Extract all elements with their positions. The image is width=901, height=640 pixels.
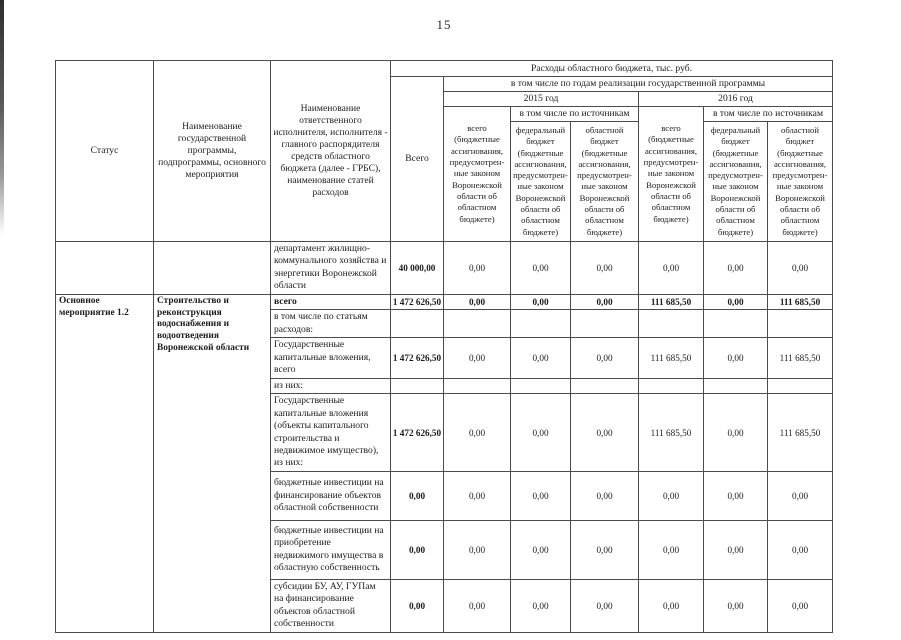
item-cell: всего [271, 294, 391, 309]
value-cell: 0,00 [768, 241, 833, 294]
value-cell: 111 685,50 [768, 294, 833, 309]
status-cell: Основное мероприятие 1.2 [56, 294, 154, 632]
value-cell: 0,00 [511, 520, 571, 579]
col-header-2015-total-detail: всего (бюджетные ассигнования, предусмотрен-ные законом Воронежской области об областном бюджете) [444, 106, 511, 241]
value-cell: 0,00 [571, 338, 639, 378]
value-cell: 40 000,00 [391, 241, 444, 294]
value-cell: 0,00 [511, 471, 571, 520]
value-cell: 0,00 [391, 579, 444, 632]
table-row [56, 294, 833, 309]
value-cell [444, 310, 511, 338]
program-cell: Строительство и реконструкция водоснабжения и водоотведения Воронежской области [154, 294, 271, 632]
value-cell: 0,00 [571, 471, 639, 520]
item-cell: Государственные капитальные вложения, всего [271, 338, 391, 378]
value-cell: 0,00 [639, 471, 704, 520]
col-header-2015-regional: областной бюджет (бюджетные ассигнования, предусмотрен-ные законом Воронежской области об областном бюджете) [571, 121, 639, 241]
col-header-2016-federal: федеральный бюджет (бюджетные ассигнования, предусмотрен-ные законом Воронежской области об областном бюджете) [704, 121, 768, 241]
value-cell: 0,00 [444, 520, 511, 579]
item-cell: субсидии БУ, АУ, ГУПам на финансирование объектов областной собственности [271, 579, 391, 632]
value-cell [391, 378, 444, 393]
value-cell: 0,00 [704, 579, 768, 632]
item-cell: из них: [271, 378, 391, 393]
col-header-year-2016: 2016 год [639, 92, 833, 107]
value-cell [511, 378, 571, 393]
value-cell: 0,00 [704, 471, 768, 520]
value-cell: 0,00 [391, 520, 444, 579]
col-header-year-2015: 2015 год [444, 92, 639, 107]
value-cell: 0,00 [768, 579, 833, 632]
value-cell [704, 378, 768, 393]
value-cell [768, 310, 833, 338]
item-cell: бюджетные инвестиции на финансирование объектов областной собственности [271, 471, 391, 520]
value-cell [768, 378, 833, 393]
value-cell: 0,00 [444, 394, 511, 472]
value-cell: 0,00 [391, 471, 444, 520]
value-cell: 0,00 [444, 579, 511, 632]
value-cell: 111 685,50 [639, 394, 704, 472]
col-header-2015-by-sources: в том числе по источникам [511, 106, 639, 121]
value-cell [511, 310, 571, 338]
value-cell: 0,00 [511, 294, 571, 309]
value-cell [571, 378, 639, 393]
col-header-program: Наименование государственной программы, подпрограммы, основного мероприятия [154, 61, 271, 242]
table-row [56, 241, 833, 294]
col-header-executor: Наименование ответственного исполнителя, исполнителя - главного распорядителя средств областного бюджета (далее - ГРБС), наименование статей расходов [271, 61, 391, 242]
value-cell: 0,00 [571, 241, 639, 294]
col-header-2016-by-sources: в том числе по источникам [704, 106, 833, 121]
col-header-2016-regional: областной бюджет (бюджетные ассигнования, предусмотрен-ные законом Воронежской области об областном бюджете) [768, 121, 833, 241]
value-cell: 0,00 [704, 294, 768, 309]
budget-expenses-table [55, 60, 833, 633]
value-cell: 0,00 [704, 394, 768, 472]
value-cell: 0,00 [511, 394, 571, 472]
col-header-by-years: в том числе по годам реализации государственной программы [444, 77, 833, 92]
program-cell [154, 241, 271, 294]
value-cell [571, 310, 639, 338]
value-cell: 111 685,50 [639, 294, 704, 309]
value-cell: 111 685,50 [639, 338, 704, 378]
value-cell: 0,00 [768, 520, 833, 579]
value-cell: 1 472 626,50 [391, 294, 444, 309]
value-cell: 0,00 [571, 579, 639, 632]
value-cell: 0,00 [444, 338, 511, 378]
value-cell [444, 378, 511, 393]
value-cell [639, 310, 704, 338]
value-cell [391, 310, 444, 338]
value-cell: 0,00 [511, 338, 571, 378]
value-cell: 0,00 [639, 241, 704, 294]
item-cell: бюджетные инвестиции на приобретение недвижимого имущества в областную собственность [271, 520, 391, 579]
value-cell: 1 472 626,50 [391, 394, 444, 472]
value-cell: 0,00 [444, 294, 511, 309]
value-cell: 0,00 [704, 520, 768, 579]
value-cell: 0,00 [639, 579, 704, 632]
col-header-total: Всего [391, 77, 444, 242]
value-cell: 111 685,50 [768, 338, 833, 378]
col-header-2015-federal: федеральный бюджет (бюджетные ассигнования, предусмотрен-ные законом Воронежской области об областном бюджете) [511, 121, 571, 241]
value-cell: 0,00 [704, 338, 768, 378]
value-cell: 0,00 [511, 241, 571, 294]
value-cell: 0,00 [571, 294, 639, 309]
col-header-2016-total-detail: всего (бюджетные ассигнования, предусмотрен-ные законом Воронежской области об областном бюджете) [639, 106, 704, 241]
value-cell: 1 472 626,50 [391, 338, 444, 378]
value-cell [704, 310, 768, 338]
scan-edge-artifact [0, 0, 4, 235]
value-cell: 0,00 [444, 241, 511, 294]
value-cell: 0,00 [768, 471, 833, 520]
value-cell [639, 378, 704, 393]
page-number: 15 [436, 17, 452, 32]
item-cell: департамент жилищно-коммунального хозяйства и энергетики Воронежской области [271, 241, 391, 294]
value-cell: 0,00 [639, 520, 704, 579]
item-cell: в том числе по статьям расходов: [271, 310, 391, 338]
status-cell [56, 241, 154, 294]
value-cell: 0,00 [444, 471, 511, 520]
value-cell: 0,00 [511, 579, 571, 632]
value-cell: 0,00 [571, 394, 639, 472]
value-cell: 0,00 [571, 520, 639, 579]
item-cell: Государственные капитальные вложения (объекты капитального строительства и недвижимое имущество), из них: [271, 394, 391, 472]
col-header-status: Статус [56, 61, 154, 242]
value-cell: 0,00 [704, 241, 768, 294]
value-cell: 111 685,50 [768, 394, 833, 472]
col-header-expenses-title: Расходы областного бюджета, тыс. руб. [391, 61, 833, 77]
